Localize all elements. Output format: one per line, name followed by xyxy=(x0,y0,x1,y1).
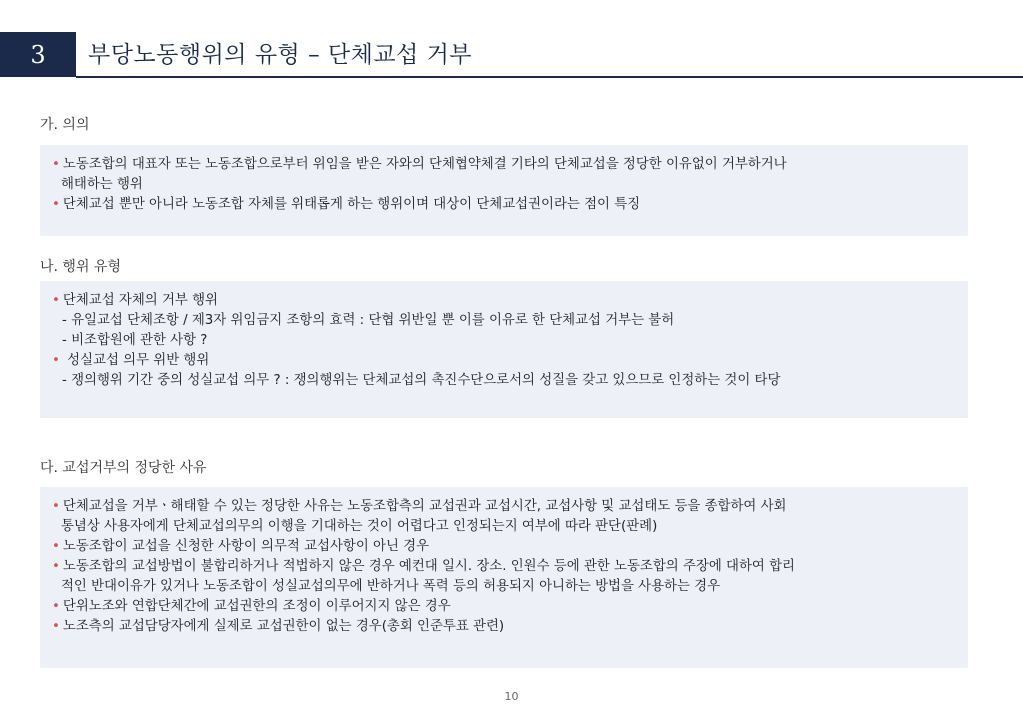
section-box-act-types xyxy=(40,281,968,418)
list-item: • 단체교섭을 거부ㆍ해태할 수 있는 정당한 사유는 노동조합측의 교섭권과 교섭시간, 교섭사항 및 교섭태도 등을 종합하여 사회 xyxy=(52,499,787,514)
list-item-continuation: 통념상 사용자에게 단체교섭의무의 이행을 기대하는 것이 어렵다고 인정되는지 여부에 따라 판단(판례) xyxy=(61,519,658,534)
sub-item: - 쟁의행위 기간 중의 성실교섭 의무 ? : 쟁의행위는 단체교섭의 촉진수단으로서의 성질을 갖고 있으므로 인정하는 것이 타당 xyxy=(62,373,781,388)
page-title: 부당노동행위의 유형 – 단체교섭 거부 xyxy=(88,42,473,68)
section-box-just-cause xyxy=(40,487,968,668)
bullet-icon: • xyxy=(52,539,60,554)
section-heading-act-types: 나. 행위 유형 xyxy=(40,259,121,275)
title-divider xyxy=(76,76,1023,78)
bullet-icon: • xyxy=(52,157,60,172)
page-number: 10 xyxy=(504,690,519,703)
list-item-continuation: 해태하는 행위 xyxy=(61,177,143,192)
list-item-continuation: 적인 반대이유가 있거나 노동조합이 성실교섭의무에 반하거나 폭력 등의 허용되지 아니하는 방법을 사용하는 경우 xyxy=(61,579,721,594)
section-heading-just-cause: 다. 교섭거부의 정당한 사유 xyxy=(40,460,207,476)
list-item: • 노동조합이 교섭을 신청한 사항이 의무적 교섭사항이 아닌 경우 xyxy=(52,539,430,554)
bullet-icon: • xyxy=(52,353,60,368)
section-heading-meaning: 가. 의의 xyxy=(40,117,90,133)
bullet-icon: • xyxy=(52,559,60,574)
list-item: • 노동조합의 교섭방법이 불합리하거나 적법하지 않은 경우 예컨대 일시. 장소. 인원수 등에 관한 노동조합의 주장에 대하여 합리 xyxy=(52,559,795,574)
bullet-icon: • xyxy=(52,599,60,614)
bullet-icon: • xyxy=(52,197,60,212)
list-item: • 단체교섭 자체의 거부 행위 xyxy=(52,293,218,308)
bullet-icon: • xyxy=(52,293,60,308)
section-number-badge: 3 xyxy=(0,32,76,77)
list-item: • 노조측의 교섭담당자에게 실제로 교섭권한이 없는 경우(총회 인준투표 관련) xyxy=(52,619,505,634)
bullet-icon: • xyxy=(52,619,60,634)
list-item: • 성실교섭 의무 위반 행위 xyxy=(52,353,210,368)
sub-item: - 비조합원에 관한 사항 ? xyxy=(62,333,208,348)
list-item: • 노동조합의 대표자 또는 노동조합으로부터 위임을 받은 자와의 단체협약체결 기타의 단체교섭을 정당한 이유없이 거부하거나 xyxy=(52,157,787,172)
sub-item: - 유일교섭 단체조항 / 제3자 위임금지 조항의 효력 : 단협 위반일 뿐 이를 이유로 한 단체교섭 거부는 불허 xyxy=(62,313,675,328)
bullet-icon: • xyxy=(52,499,60,514)
list-item: • 단위노조와 연합단체간에 교섭권한의 조정이 이루어지지 않은 경우 xyxy=(52,599,451,614)
list-item: • 단체교섭 뿐만 아니라 노동조합 자체를 위태롭게 하는 행위이며 대상이 단체교섭권이라는 점이 특징 xyxy=(52,197,641,212)
section-box-meaning xyxy=(40,145,968,236)
